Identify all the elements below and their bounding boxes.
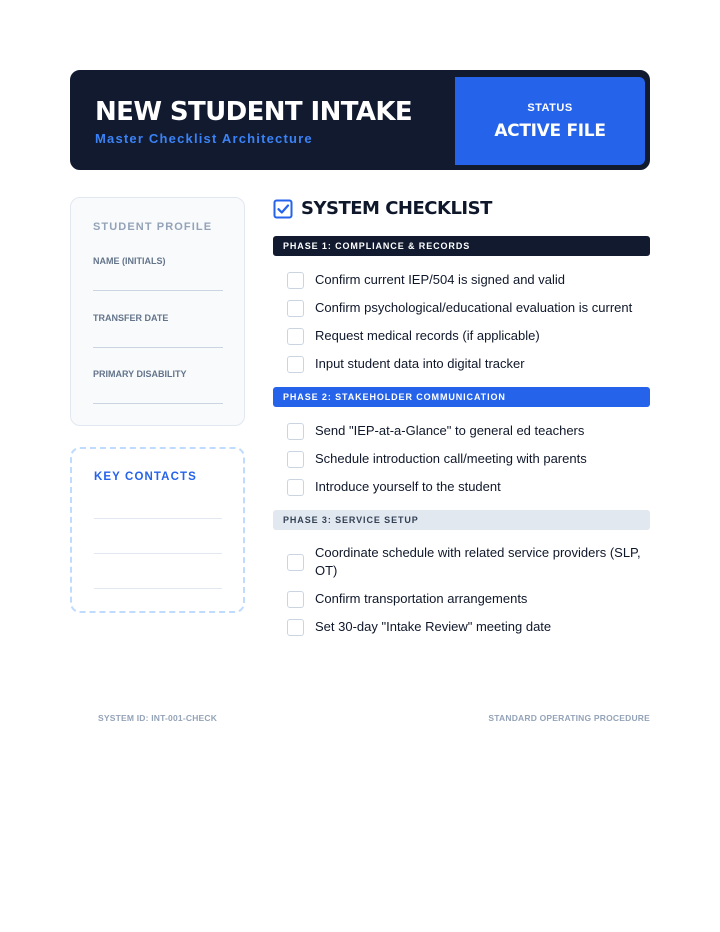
- task-label: Confirm current IEP/504 is signed and valid: [315, 272, 566, 287]
- contact-line[interactable]: [94, 588, 222, 589]
- transfer-date-field[interactable]: [93, 347, 223, 348]
- task-item[interactable]: [287, 590, 655, 608]
- key-contacts-card: [70, 447, 245, 613]
- task-checkbox[interactable]: [287, 451, 304, 468]
- task-checkbox[interactable]: [287, 272, 304, 289]
- task-checkbox[interactable]: [287, 591, 304, 608]
- student-profile-card: [70, 197, 245, 426]
- task-checkbox[interactable]: [287, 328, 304, 345]
- task-label: Confirm psychological/educational evaluation is current: [315, 300, 633, 315]
- task-item[interactable]: [287, 618, 655, 636]
- phase-2-header: PHASE 2: STAKEHOLDER COMMUNICATION: [273, 387, 650, 407]
- phase-1-header: PHASE 1: COMPLIANCE & RECORDS: [273, 236, 650, 256]
- checkbox-checked-icon: [273, 199, 293, 219]
- task-checkbox[interactable]: [287, 619, 304, 636]
- task-label: Introduce yourself to the student: [315, 479, 501, 494]
- task-checkbox[interactable]: [287, 423, 304, 440]
- header-text-block: [95, 95, 412, 146]
- task-item[interactable]: [287, 478, 655, 496]
- task-label: Schedule introduction call/meeting with parents: [315, 451, 587, 466]
- task-item[interactable]: [287, 544, 655, 580]
- primary-disability-field[interactable]: [93, 403, 223, 404]
- student-profile-title: STUDENT PROFILE: [93, 221, 213, 233]
- contact-line[interactable]: [94, 518, 222, 519]
- task-item[interactable]: [287, 355, 655, 373]
- contact-line[interactable]: [94, 553, 222, 554]
- key-contacts-title: KEY CONTACTS: [94, 471, 197, 483]
- system-id: SYSTEM ID: INT-001-CHECK: [98, 713, 218, 723]
- task-label: Confirm transportation arrangements: [315, 591, 528, 606]
- phase-3-header: PHASE 3: SERVICE SETUP: [273, 510, 650, 530]
- task-label: Input student data into digital tracker: [315, 356, 525, 371]
- task-checkbox[interactable]: [287, 356, 304, 373]
- primary-disability-label: PRIMARY DISABILITY: [93, 369, 187, 379]
- task-checkbox[interactable]: [287, 479, 304, 496]
- page-subtitle: Master Checklist Architecture: [95, 131, 313, 146]
- status-value: ACTIVE FILE: [494, 120, 606, 141]
- task-label: Set 30-day "Intake Review" meeting date: [315, 619, 552, 634]
- status-label: STATUS: [527, 101, 573, 114]
- task-item[interactable]: [287, 299, 655, 317]
- name-initials-field[interactable]: [93, 290, 223, 291]
- status-badge: [455, 77, 645, 165]
- task-item[interactable]: [287, 450, 655, 468]
- task-label: Send "IEP-at-a-Glance" to general ed teachers: [315, 423, 585, 438]
- name-initials-label: NAME (INITIALS): [93, 256, 166, 266]
- task-item[interactable]: [287, 422, 655, 440]
- page-title: NEW STUDENT INTAKE: [95, 97, 413, 127]
- task-label: Request medical records (if applicable): [315, 328, 540, 343]
- task-label: Coordinate schedule with related service providers (SLP, OT): [315, 545, 641, 578]
- transfer-date-label: TRANSFER DATE: [93, 313, 169, 323]
- task-checkbox[interactable]: [287, 300, 304, 317]
- checklist-title: SYSTEM CHECKLIST: [301, 198, 492, 219]
- task-item[interactable]: [287, 327, 655, 345]
- header-banner: [70, 70, 650, 170]
- task-item[interactable]: [287, 271, 655, 289]
- checklist-heading: [273, 198, 492, 219]
- footer-sop-label: STANDARD OPERATING PROCEDURE: [488, 713, 650, 723]
- task-checkbox[interactable]: [287, 554, 304, 571]
